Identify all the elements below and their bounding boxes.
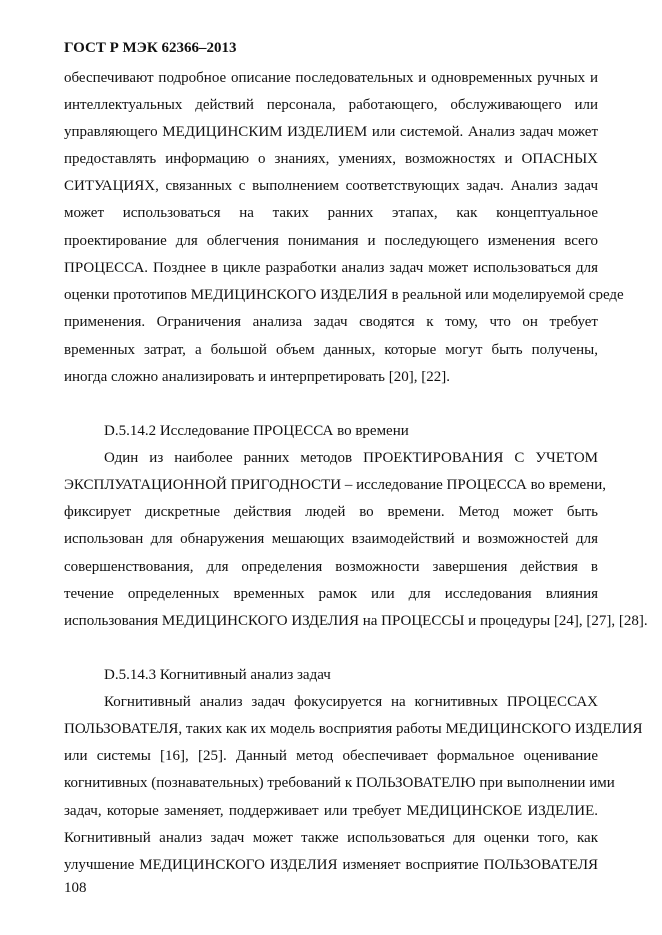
paragraph-line: предоставлять информацию о знаниях, умениях, возможностях и ОПАСНЫХ (64, 151, 598, 167)
paragraph-line: фиксирует дискретные действия людей во времени. Метод может быть (64, 504, 598, 520)
paragraph-line: управляющего МЕДИЦИНСКИМ ИЗДЕЛИЕМ или системой. Анализ задач может (64, 124, 598, 140)
paragraph-line: Один из наиболее ранних методов ПРОЕКТИРОВАНИЯ С УЧЕТОМ (104, 450, 598, 466)
paragraph-line: задач, которые заменяет, поддерживает или требует МЕДИЦИНСКОЕ ИЗДЕЛИЕ. (64, 803, 598, 819)
paragraph-line: Когнитивный анализ задач может также использоваться для оценки того, как (64, 830, 598, 846)
paragraph-line: Когнитивный анализ задач фокусируется на когнитивных ПРОЦЕССАХ (104, 694, 598, 710)
paragraph-line: временных затрат, а большой объем данных, которые могут быть получены, (64, 342, 598, 358)
section-heading: D.5.14.3 Когнитивный анализ задач (104, 667, 331, 683)
paragraph-line: СИТУАЦИЯХ, связанных с выполнением соответствующих задач. Анализ задач (64, 178, 598, 194)
paragraph-line: ЭКСПЛУАТАЦИОННОЙ ПРИГОДНОСТИ – исследование ПРОЦЕССА во времени, (64, 477, 606, 493)
paragraph-line: интеллектуальных действий персонала, работающего, обслуживающего или (64, 97, 598, 113)
paragraph-line: ПРОЦЕССА. Позднее в цикле разработки анализ задач может использоваться для (64, 260, 598, 276)
paragraph-line: может использоваться на таких ранних этапах, как концептуальное (64, 205, 598, 221)
paragraph-line: когнитивных (познавательных) требований к ПОЛЬЗОВАТЕЛЮ при выполнении ими (64, 775, 615, 791)
section-heading: D.5.14.2 Исследование ПРОЦЕССА во времени (104, 423, 409, 439)
paragraph-line: использования МЕДИЦИНСКОГО ИЗДЕЛИЯ на ПРОЦЕССЫ и процедуры [24], [27], [28]. (64, 613, 648, 629)
paragraph-line: проектирование для облегчения понимания и последующего изменения всего (64, 233, 598, 249)
paragraph-line: ПОЛЬЗОВАТЕЛЯ, таких как их модель восприятия работы МЕДИЦИНСКОГО ИЗДЕЛИЯ (64, 721, 643, 737)
paragraph-line: использован для обнаружения мешающих взаимодействий и возможностей для (64, 531, 598, 547)
page-number: 108 (64, 880, 87, 896)
paragraph-line: оценки прототипов МЕДИЦИНСКОГО ИЗДЕЛИЯ в реальной или моделируемой среде (64, 287, 624, 303)
paragraph-line: или системы [16], [25]. Данный метод обеспечивает формальное оценивание (64, 748, 598, 764)
paragraph-line: течение определенных временных рамок или для исследования влияния (64, 586, 598, 602)
document-header: ГОСТ Р МЭК 62366–2013 (64, 40, 237, 56)
paragraph-line: применения. Ограничения анализа задач сводятся к тому, что он требует (64, 314, 598, 330)
paragraph-line: совершенствования, для определения возможности завершения действия в (64, 559, 598, 575)
paragraph-line: иногда сложно анализировать и интерпретировать [20], [22]. (64, 369, 450, 385)
paragraph-line: обеспечивают подробное описание последовательных и одновременных ручных и (64, 70, 598, 86)
paragraph-line: улучшение МЕДИЦИНСКОГО ИЗДЕЛИЯ изменяет восприятие ПОЛЬЗОВАТЕЛЯ (64, 857, 598, 873)
